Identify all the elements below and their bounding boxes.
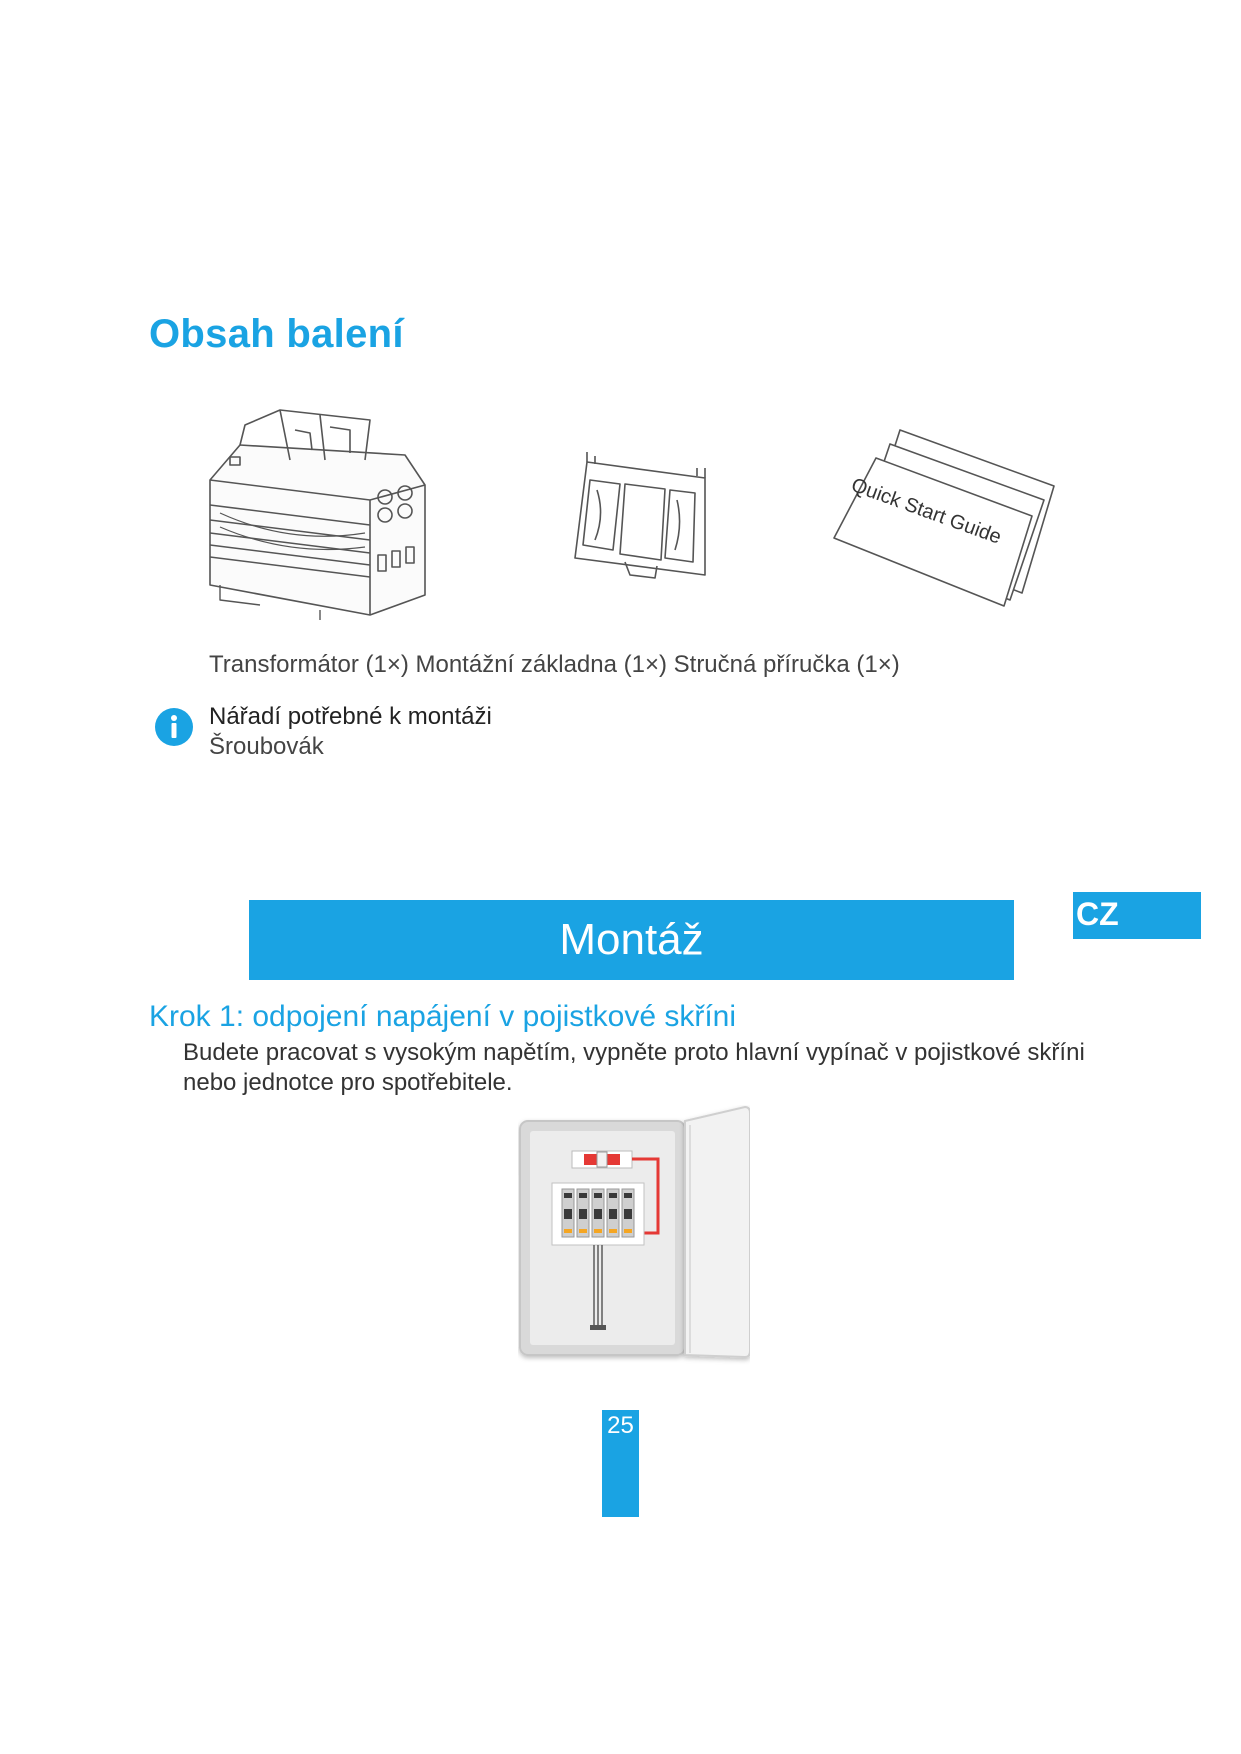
step-1-title: Krok 1: odpojení napájení v pojistkové skříni [149, 1000, 737, 1033]
package-contents-caption: Transformátor (1×) Montážní základna (1×) Stručná příručka (1×) [209, 651, 900, 678]
transformer-illustration [200, 405, 440, 620]
mounting-base-illustration [565, 450, 720, 585]
fuse-box-illustration [518, 1105, 750, 1365]
page-number: 25 [607, 1412, 634, 1439]
tools-required-item: Šroubovák [209, 733, 324, 760]
guide-cover-text: Quick Start Guide [848, 474, 1005, 549]
section-title: Obsah balení [149, 312, 404, 356]
language-tab: CZ [1073, 892, 1201, 939]
quick-start-guide-illustration [832, 428, 1077, 608]
step-1-text: Budete pracovat s vysokým napětím, vypněte proto hlavní vypínač v pojistkové skříni nebo jednotce pro spotřebitele. [183, 1039, 1085, 1096]
info-icon [154, 707, 194, 747]
installation-banner: Montáž [249, 900, 1014, 980]
tools-required-heading: Nářadí potřebné k montáži [209, 703, 492, 730]
